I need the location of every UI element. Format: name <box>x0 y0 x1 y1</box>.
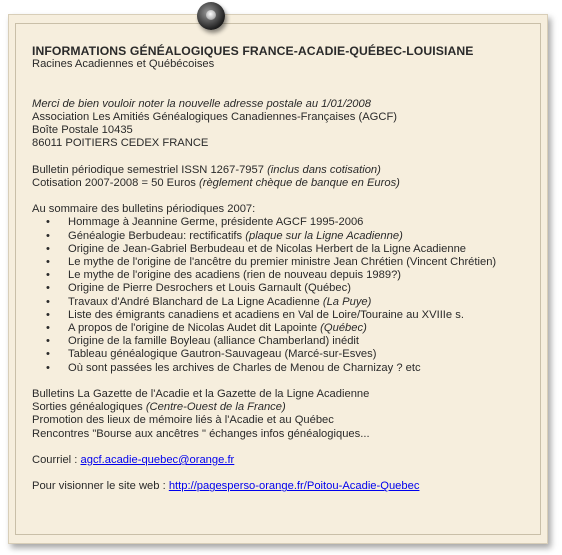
email-label: Courriel : <box>32 454 81 466</box>
bullet-icon: • <box>46 295 50 308</box>
sorties-line <box>32 401 542 414</box>
sorties-text: Sorties généalogiques <box>32 401 146 414</box>
list-item: • Liste des émigrants canadiens et acadiens en Val de Loire/Touraine au XVIIIe s. <box>46 308 464 321</box>
list-item: • Origine de la famille Boyleau (alliance Chamberland) inédit <box>46 335 360 348</box>
address-city: 86011 POITIERS CEDEX FRANCE <box>32 137 209 150</box>
bullet-icon: • <box>46 322 50 334</box>
cotisation-text: Cotisation 2007-2008 = 50 Euros <box>32 176 199 189</box>
list-item: • Hommage à Jeannine Germe, présidente AGCF 1995-2006 <box>46 216 364 229</box>
address-box: Boîte Postale 10435 <box>32 123 133 136</box>
website-line <box>32 480 542 493</box>
bulletin-issn-text: Bulletin périodique semestriel ISSN 1267-7957 <box>32 163 268 176</box>
bullet-icon: • <box>46 229 50 242</box>
rencontres-line: Rencontres "Bourse aux ancêtres " échanges infos généalogiques... <box>32 427 370 440</box>
bullet-icon: • <box>46 308 50 321</box>
summary-list <box>32 216 542 374</box>
bullet-icon: • <box>46 335 50 348</box>
website-label: Pour visionner le site web : <box>32 480 169 493</box>
bullet-icon: • <box>46 361 50 374</box>
list-item: • Origine de Jean-Gabriel Berbudeau et de Nicolas Herbert de la Ligne Acadienne <box>46 242 467 255</box>
list-item: • Généalogie Berbudeau: rectificatifs (plaque sur la Ligne Acadienne) <box>46 229 403 242</box>
cotisation-note: (règlement chèque de banque en Euros) <box>199 176 400 189</box>
bullet-icon: • <box>46 348 50 361</box>
email-line <box>32 454 542 467</box>
bullet-icon: • <box>46 269 50 282</box>
page-title: INFORMATIONS GÉNÉALOGIQUES FRANCE-ACADIE-QUÉBEC-LOUISIANE <box>32 44 474 58</box>
pin-highlight <box>206 10 216 20</box>
bullet-icon: • <box>46 216 50 229</box>
gazette-line: Bulletins La Gazette de l'Acadie et la Gazette de la Ligne Acadienne <box>32 388 370 400</box>
address-org: Association Les Amitiés Généalogiques Canadiennes-Françaises (AGCF) <box>32 110 398 123</box>
list-item: • A propos de l'origine de Nicolas Audet dit Lapointe (Québec) <box>46 322 367 334</box>
bullet-icon: • <box>46 282 50 295</box>
notice-content <box>32 44 542 494</box>
bullet-icon: • <box>46 255 50 268</box>
address-notice: Merci de bien vouloir noter la nouvelle adresse postale au 1/01/2008 <box>32 97 371 110</box>
list-item: • Le mythe de l'origine de l'ancêtre du premier ministre Jean Chrétien (Vincent Chrétien) <box>46 255 497 268</box>
summary-heading: Au sommaire des bulletins périodiques 2007: <box>32 203 256 216</box>
list-item: • Où sont passées les archives de Charles de Menou de Charnizay ? etc <box>46 361 421 374</box>
bulletin-issn-note: (inclus dans cotisation) <box>267 163 381 176</box>
sorties-note: (Centre-Ouest de la France) <box>145 401 286 414</box>
subtitle: Racines Acadiennes et Québécoises <box>32 58 215 70</box>
bullet-icon: • <box>46 242 50 255</box>
list-item: • Origine de Pierre Desrochers et Louis Garnault (Québec) <box>46 282 351 295</box>
thumbtack-pin-icon <box>197 2 225 30</box>
website-link[interactable]: http://pagesperso-orange.fr/Poitou-Acadie-Quebec <box>168 480 420 493</box>
list-item: • Travaux d'André Blanchard de La Ligne Acadienne (La Puye) <box>46 295 372 308</box>
list-item: • Tableau généalogique Gautron-Sauvageau (Marcé-sur-Esves) <box>46 348 377 361</box>
cotisation <box>32 177 542 190</box>
promotion-line: Promotion des lieux de mémoire liés à l'Acadie et au Québec <box>32 414 334 427</box>
email-link[interactable]: agcf.acadie-quebec@orange.fr <box>80 454 235 466</box>
bulletin-issn <box>32 164 542 177</box>
list-item: • Le mythe de l'origine des acadiens (rien de nouveau depuis 1989?) <box>46 269 402 282</box>
